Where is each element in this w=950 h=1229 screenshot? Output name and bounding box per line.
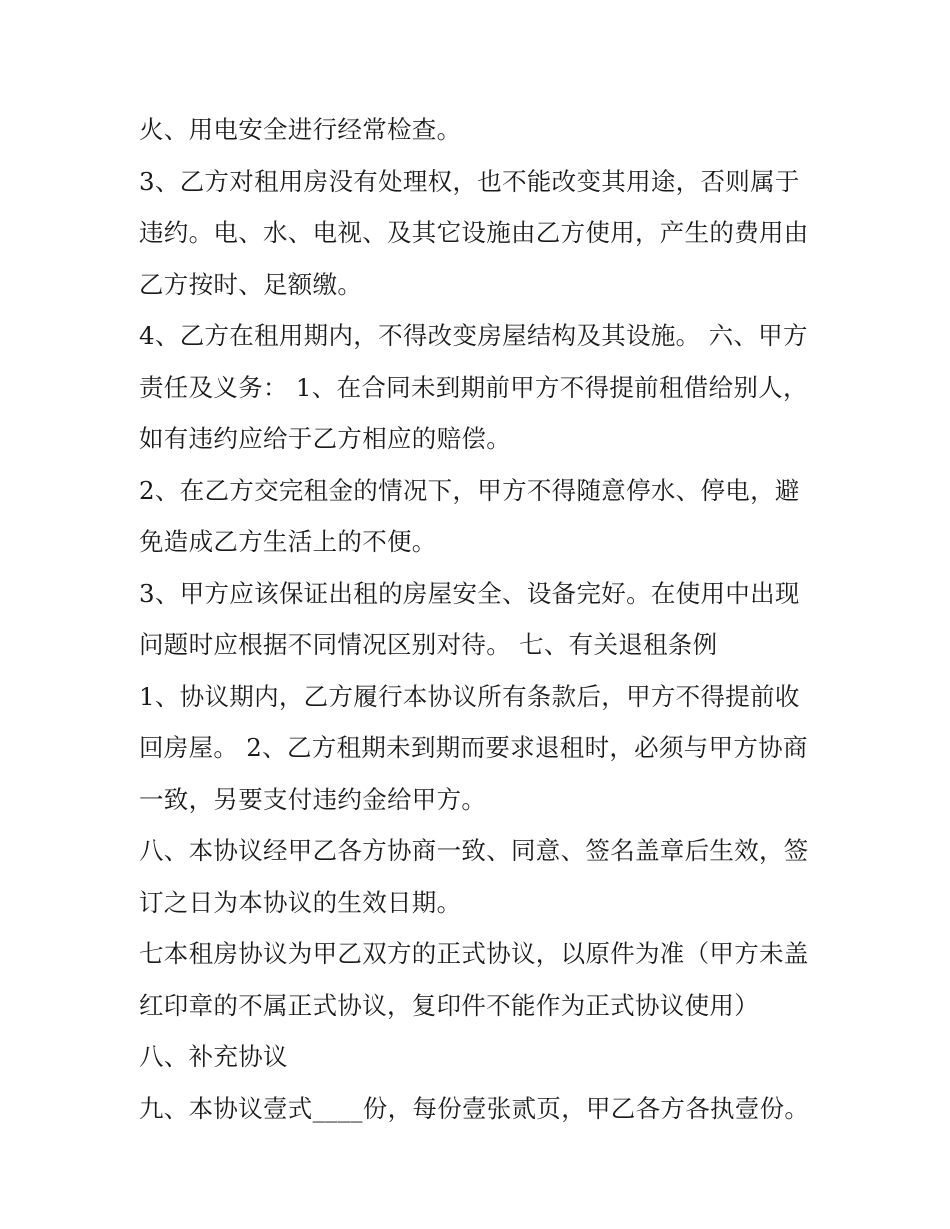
document-line: 乙方按时、足额缴。 [139,269,363,299]
document-line: 红印章的不属正式协议，复印件不能作为正式协议使用） [139,990,759,1020]
document-line: 七本租房协议为甲乙双方的正式协议，以原件为准（甲方未盖 [139,939,809,968]
document-line: 回房屋。 2、乙方租期未到期而要求退租时，必须与甲方协商 [139,733,808,762]
document-line: 如有违约应给于乙方相应的赔偿。 [139,424,511,453]
document-line: 4、乙方在租用期内，不得改变房屋结构及其设施。 六、甲方 [139,321,808,350]
document-line: 火、用电安全进行经常检查。 [139,115,462,144]
document-line: 订之日为本协议的生效日期。 [139,887,462,917]
document-line: 八、补充协议 [139,1042,288,1071]
document-line: 2、在乙方交完租金的情况下，甲方不得随意停水、停电，避 [139,475,800,505]
document-line: 3、乙方对租用房没有处理权，也不能改变其用途，否则属于 [139,166,800,196]
document-line: 一致，另要支付违约金给甲方。 [139,784,487,814]
document-line: 1、协议期内，乙方履行本协议所有条款后，甲方不得提前收 [139,681,800,711]
document-line: 九、本协议壹式____份，每份壹张贰页，甲乙各方各执壹份。 [139,1093,810,1123]
document-line: 责任及义务： 1、在合同未到期前甲方不得提前租借给别人， [139,372,808,402]
document-line: 八、本协议经甲乙各方协商一致、同意、签名盖章后生效，签 [139,836,809,865]
document-line: 3、甲方应该保证出租的房屋安全、设备完好。在使用中出现 [139,578,800,608]
document-line: 违约。电、水、电视、及其它设施由乙方使用，产生的费用由 [139,218,809,247]
document-body [139,104,829,1134]
document-line: 免造成乙方生活上的不便。 [139,527,437,556]
document-line: 问题时应根据不同情况区别对待。 七、有关退租条例 [139,630,718,659]
